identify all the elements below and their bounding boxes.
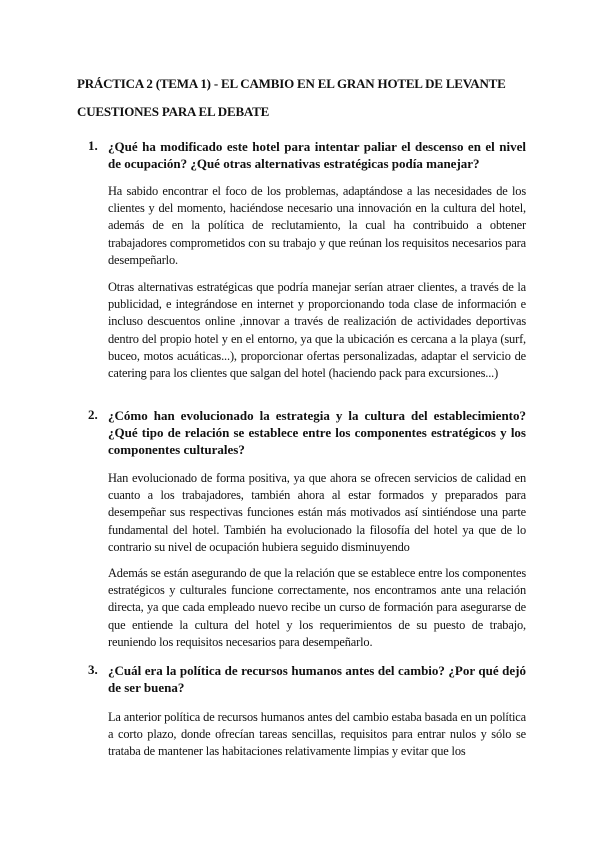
question-text: ¿Qué ha modificado este hotel para intentar paliar el descenso en el nivel de ocupación? ¿Qué otras alternativas estratégicas podía manejar? [108,139,526,171]
answer-paragraph: La anterior política de recursos humanos antes del cambio estaba basada en un política a corto plazo, donde ofrecían tareas sencillas, requisitos para entrar nulos y sólo se trataba de mantener las habitaciones relativamente limpias y evitar que los [108,710,526,759]
question-text: ¿Cuál era la política de recursos humanos antes del cambio? ¿Por qué dejó de ser buena? [108,663,526,695]
question-number: 2. [88,407,98,422]
section-heading: CUESTIONES PARA EL DEBATE [77,104,270,119]
answer-paragraph: Han evolucionado de forma positiva, ya que ahora se ofrecen servicios de calidad en cuanto a los trabajadores, también ahora al estar formados y preparados para desempeñar sus respectivas funciones están más motivados así sintiéndose una parte fundamental del hotel. También ha evolucionado la filosofía del hotel ya que de lo contrario su nivel de ocupación hubiera seguido disminuyendo [108,471,526,554]
answer-paragraph: Otras alternativas estratégicas que podría manejar serían atraer clientes, a través de la publicidad, e integrándose en internet y proporcionando toda clase de información e incluso descuentos online ,innovar a través de realización de actividades deportivas dentro del propio hotel y en el entorno, ya que la ubicación es cercana a la playa (surf, buceo, motos acuáticas...), proporcionar ofertas personalizadas, adaptar el servicio de catering para los clientes que salgan del hotel (haciendo pack para excursiones...) [108,280,526,381]
answer-paragraph: Además se están asegurando de que la relación que se establece entre los componentes estratégicos y culturales funcione correctamente, nos encontramos ante una relación directa, ya que cada empleado nuevo recibe un curso de formación para asegurarse de que entiende la cultura del hotel y los requerimientos de su puesto de trabajo, reuniendo los requisitos necesarios para desempeñarlo. [108,566,526,649]
question-text: ¿Cómo han evolucionado la estrategia y la cultura del establecimiento? ¿Qué tipo de relación se establece entre los componentes estratégicos y los componentes culturales? [108,408,526,457]
document-title: PRÁCTICA 2 (TEMA 1) - EL CAMBIO EN EL GRAN HOTEL DE LEVANTE [77,76,506,91]
question-number: 1. [88,138,98,153]
answer-paragraph: Ha sabido encontrar el foco de los problemas, adaptándose a las necesidades de los clientes y del momento, haciéndose necesario una innovación en la cultura del hotel, además de en la política de reclutamiento, la cual ha contribuido a obtener trabajadores comprometidos con su trabajo y que reúnan los requisitos necesarios para desempeñarlo. [108,184,526,267]
question-number: 3. [88,662,98,677]
